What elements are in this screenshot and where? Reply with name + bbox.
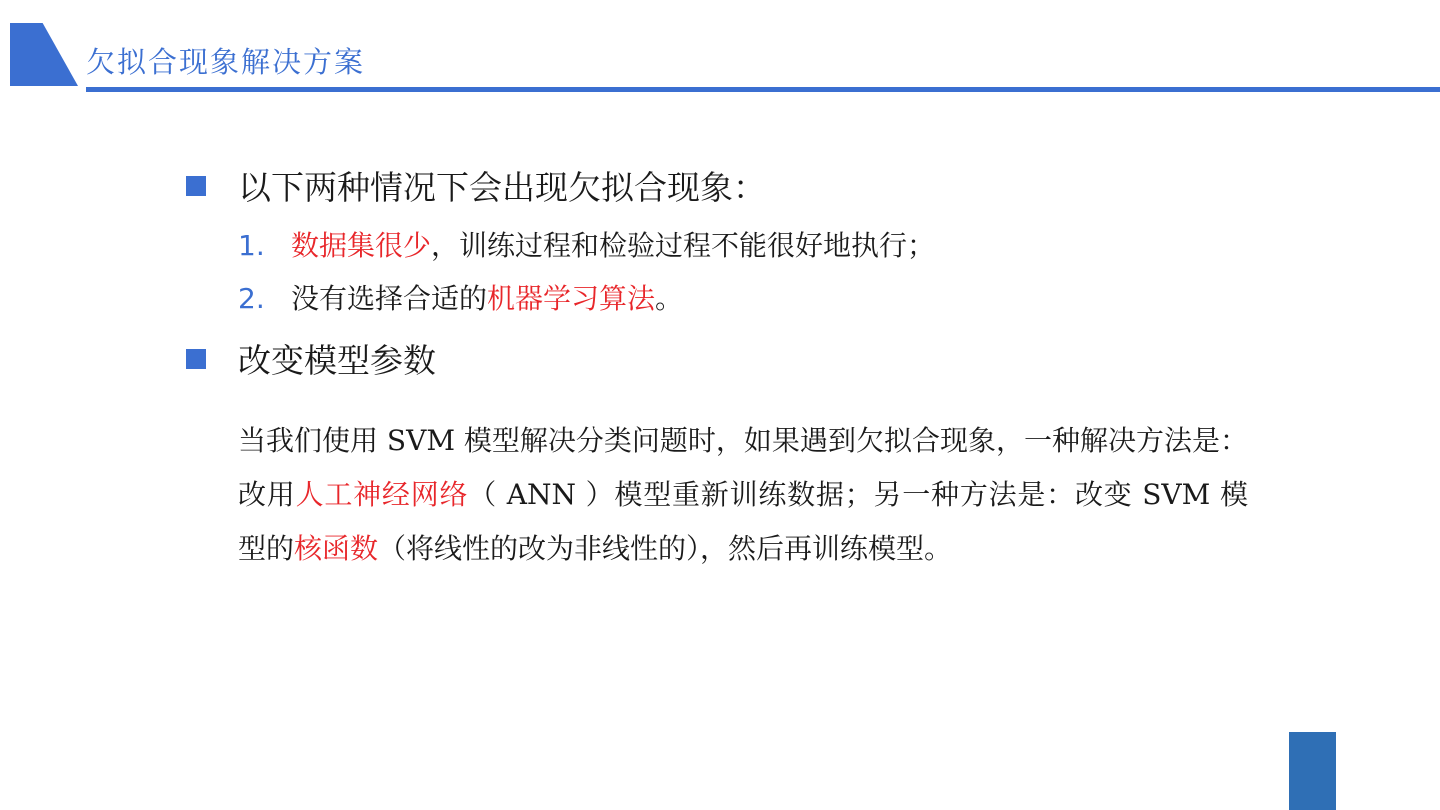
item-text: ，训练过程和检验过程不能很好地执行； (431, 229, 936, 262)
footer-corner-block (1289, 732, 1336, 810)
highlight-text: 机器学习算法 (487, 282, 656, 315)
bullet-text: 改变模型参数 (238, 341, 436, 380)
square-bullet-icon (186, 176, 206, 196)
explanation-paragraph (238, 414, 1248, 576)
slide-title: 欠拟合现象解决方案 (86, 45, 366, 79)
numbered-item-2 (238, 279, 683, 319)
numbered-item-1 (238, 226, 935, 266)
para-text: （将线性的改为非线性的），然后再训练模型。 (378, 532, 953, 565)
item-number: 2. (238, 282, 265, 315)
bullet-text: 以下两种情况下会出现欠拟合现象： (238, 168, 766, 207)
header-corner-shape (10, 23, 78, 86)
para-text: （ ANN ）模型重新训练数据；另一种方法是：改变 SVM 模型的 (238, 478, 1248, 565)
square-bullet-icon (186, 349, 206, 369)
para-text: 当我们使用 SVM 模型解决分类问题时，如果遇到欠拟合现象，一种解决方法是：改用 (238, 424, 1248, 511)
item-number: 1. (238, 229, 265, 262)
highlight-text: 核函数 (294, 532, 379, 565)
highlight-text: 人工神经网络 (295, 478, 469, 511)
item-end: 。 (655, 282, 684, 315)
highlight-text: 数据集很少 (291, 229, 432, 262)
item-text: 没有选择合适的 (291, 282, 488, 315)
title-underline (86, 87, 1440, 92)
